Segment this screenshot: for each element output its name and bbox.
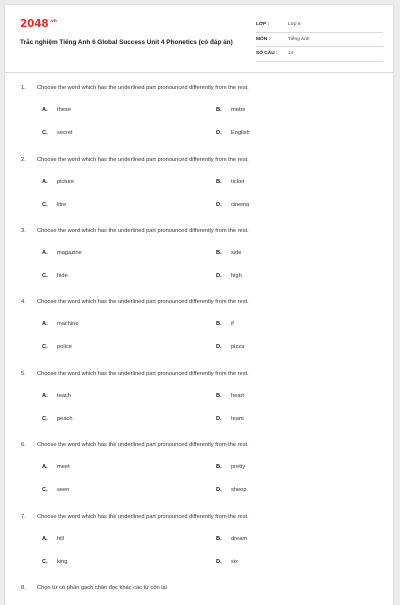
option-text: peach bbox=[57, 416, 73, 422]
question-stem bbox=[21, 85, 381, 94]
option-text: English bbox=[231, 130, 250, 136]
option-text: hill bbox=[57, 536, 64, 542]
question-text: Choose the word which has the underlined part pronounced differently from the rest. bbox=[37, 299, 249, 305]
worksheet-header bbox=[5, 5, 393, 67]
option-b[interactable] bbox=[216, 464, 245, 470]
meta-value: Lớp 6 bbox=[288, 22, 301, 28]
option-text: heart bbox=[231, 393, 244, 399]
question-text: Choose the word which has the underlined part pronounced differently from the rest. bbox=[37, 228, 249, 234]
logo-text: 2048 bbox=[20, 18, 49, 30]
option-letter: A. bbox=[42, 107, 48, 113]
option-c[interactable] bbox=[42, 559, 67, 565]
question-number: 2. bbox=[21, 157, 26, 163]
question-stem bbox=[21, 228, 381, 237]
option-letter: A. bbox=[42, 250, 48, 256]
option-letter: B. bbox=[216, 321, 222, 327]
options bbox=[21, 237, 381, 283]
option-letter: B. bbox=[216, 536, 222, 542]
options bbox=[21, 166, 381, 212]
option-letter: C. bbox=[42, 487, 48, 493]
option-d[interactable] bbox=[216, 416, 244, 422]
question-3 bbox=[21, 228, 381, 283]
option-text: sheep bbox=[231, 487, 247, 493]
option-c[interactable] bbox=[42, 416, 73, 422]
option-text: six bbox=[231, 559, 238, 565]
question-stem bbox=[21, 514, 381, 523]
question-8 bbox=[21, 585, 381, 594]
options bbox=[21, 94, 381, 140]
meta-label: LỚP : bbox=[256, 22, 270, 28]
option-letter: A. bbox=[42, 464, 48, 470]
option-text: metre bbox=[231, 107, 246, 113]
option-text: meet bbox=[57, 464, 70, 470]
meta-info bbox=[256, 18, 383, 62]
option-text: dream bbox=[231, 536, 248, 542]
options bbox=[21, 523, 381, 569]
option-c[interactable] bbox=[42, 344, 72, 350]
header-divider bbox=[5, 72, 393, 73]
question-7 bbox=[21, 514, 381, 569]
option-a[interactable] bbox=[42, 107, 71, 113]
options bbox=[21, 451, 381, 497]
page-title: Trắc nghiệm Tiếng Anh 6 Global Success Unit 4 Phonetics (có đáp án) bbox=[20, 39, 233, 46]
option-b[interactable] bbox=[216, 393, 244, 399]
option-letter: D. bbox=[216, 487, 222, 493]
option-text: police bbox=[57, 344, 72, 350]
option-text: side bbox=[231, 250, 242, 256]
question-text: Choose the word which has the underlined part pronounced differently from the rest. bbox=[37, 371, 249, 377]
option-letter: C. bbox=[42, 202, 48, 208]
question-2 bbox=[21, 157, 381, 212]
option-a[interactable] bbox=[42, 250, 82, 256]
option-text: picture bbox=[57, 179, 75, 185]
option-text: if bbox=[231, 321, 234, 327]
option-text: secret bbox=[57, 130, 73, 136]
option-c[interactable] bbox=[42, 202, 66, 208]
option-text: pretty bbox=[231, 464, 246, 470]
option-letter: A. bbox=[42, 321, 48, 327]
option-letter: D. bbox=[216, 344, 222, 350]
option-text: cinema bbox=[231, 202, 250, 208]
meta-label: SỐ CÂU : bbox=[256, 51, 278, 57]
question-stem bbox=[21, 157, 381, 166]
option-c[interactable] bbox=[42, 487, 69, 493]
option-letter: C. bbox=[42, 416, 48, 422]
option-text: litre bbox=[57, 202, 67, 208]
question-text: Chọn từ có phần gạch chân đọc khác các từ còn lại bbox=[37, 585, 167, 591]
meta-value: 14 bbox=[288, 51, 294, 57]
question-number: 6. bbox=[21, 442, 26, 448]
option-letter: D. bbox=[216, 416, 222, 422]
option-letter: B. bbox=[216, 179, 222, 185]
question-6 bbox=[21, 442, 381, 497]
option-text: team bbox=[231, 416, 244, 422]
option-d[interactable] bbox=[216, 130, 250, 136]
question-text: Choose the word which has the underlined part pronounced differently from the rest. bbox=[37, 442, 249, 448]
question-number: 1. bbox=[21, 85, 26, 91]
option-d[interactable] bbox=[216, 487, 247, 493]
option-letter: C. bbox=[42, 559, 48, 565]
option-a[interactable] bbox=[42, 179, 74, 185]
option-letter: A. bbox=[42, 393, 48, 399]
question-number: 3. bbox=[21, 228, 26, 234]
question-5 bbox=[21, 371, 381, 426]
question-text: Choose the word which has the underlined part pronounced differently from the rest. bbox=[37, 514, 249, 520]
option-d[interactable] bbox=[216, 202, 249, 208]
question-text: Choose the word which has the underlined part pronounced differently from the rest. bbox=[37, 157, 249, 163]
option-b[interactable] bbox=[216, 536, 247, 542]
option-letter: A. bbox=[42, 536, 48, 542]
option-letter: A. bbox=[42, 179, 48, 185]
option-letter: D. bbox=[216, 202, 222, 208]
option-b[interactable] bbox=[216, 179, 244, 185]
option-text: pizza bbox=[231, 344, 245, 350]
option-a[interactable] bbox=[42, 464, 70, 470]
option-c[interactable] bbox=[42, 130, 73, 136]
option-d[interactable] bbox=[216, 344, 244, 350]
meta-row-subject bbox=[256, 33, 383, 48]
option-letter: C. bbox=[42, 130, 48, 136]
site-logo[interactable] bbox=[20, 18, 57, 30]
option-letter: B. bbox=[216, 464, 222, 470]
option-d[interactable] bbox=[216, 559, 238, 565]
option-c[interactable] bbox=[42, 273, 68, 279]
option-text: machine bbox=[57, 321, 79, 327]
option-letter: D. bbox=[216, 559, 222, 565]
meta-value: Tiếng Anh bbox=[288, 36, 310, 42]
option-text: king bbox=[57, 559, 68, 565]
option-text: magazine bbox=[57, 250, 82, 256]
options bbox=[21, 380, 381, 426]
question-stem bbox=[21, 585, 381, 594]
options bbox=[21, 308, 381, 354]
worksheet bbox=[5, 5, 393, 605]
option-letter: B. bbox=[216, 393, 222, 399]
meta-row-class bbox=[256, 18, 383, 33]
question-1 bbox=[21, 85, 381, 140]
logo-suffix: .vn bbox=[49, 19, 57, 24]
option-letter: D. bbox=[216, 273, 222, 279]
option-text: these bbox=[57, 107, 71, 113]
option-letter: B. bbox=[216, 107, 222, 113]
question-number: 4. bbox=[21, 299, 26, 305]
option-a[interactable] bbox=[42, 393, 71, 399]
option-letter: B. bbox=[216, 250, 222, 256]
option-b[interactable] bbox=[216, 321, 234, 327]
question-4 bbox=[21, 299, 381, 354]
option-text: ticket bbox=[231, 179, 245, 185]
question-text: Choose the word which has the underlined part pronounced differently from the rest. bbox=[37, 85, 249, 91]
option-b[interactable] bbox=[216, 107, 246, 113]
question-stem bbox=[21, 299, 381, 308]
option-letter: D. bbox=[216, 130, 222, 136]
option-a[interactable] bbox=[42, 536, 64, 542]
option-b[interactable] bbox=[216, 250, 241, 256]
question-number: 5. bbox=[21, 371, 26, 377]
option-d[interactable] bbox=[216, 273, 242, 279]
question-stem bbox=[21, 442, 381, 451]
question-stem bbox=[21, 371, 381, 380]
meta-label: MÔN : bbox=[256, 36, 271, 42]
option-letter: C. bbox=[42, 273, 48, 279]
option-letter: C. bbox=[42, 344, 48, 350]
option-text: hide bbox=[57, 273, 68, 279]
option-text: seen bbox=[57, 487, 70, 493]
meta-row-count bbox=[256, 47, 383, 62]
question-number: 7. bbox=[21, 514, 26, 520]
option-text: high bbox=[231, 273, 242, 279]
option-text: teach bbox=[57, 393, 71, 399]
option-a[interactable] bbox=[42, 321, 79, 327]
question-number: 8. bbox=[21, 585, 26, 591]
